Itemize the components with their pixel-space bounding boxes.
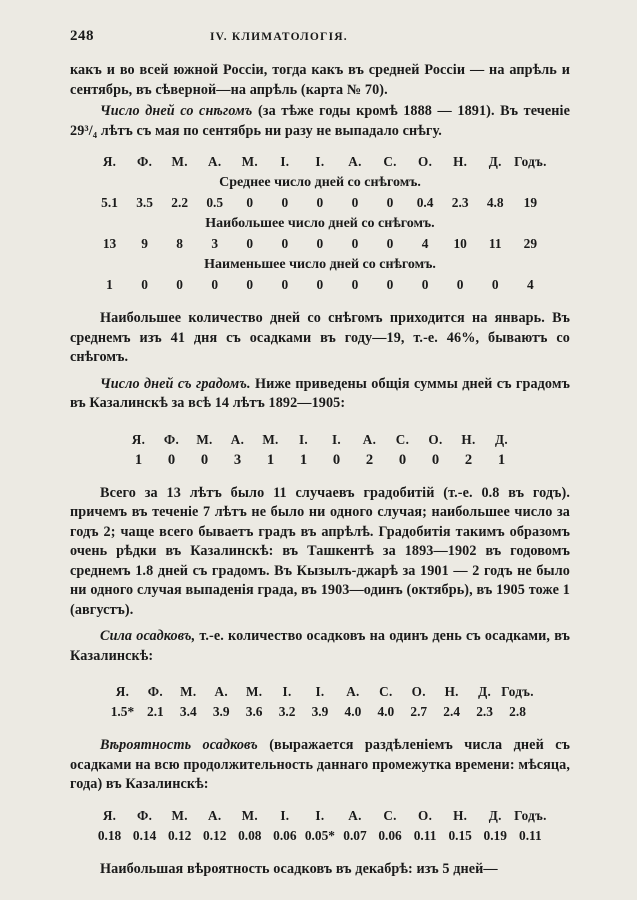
col-head: А.: [230, 431, 245, 447]
hail-table: [70, 430, 570, 470]
cell: 0.12: [203, 827, 227, 843]
intensity-table: [70, 682, 570, 722]
col-head: Ф.: [136, 154, 153, 169]
col-head: М.: [241, 154, 258, 169]
cell: 1: [106, 277, 113, 292]
page-body: [70, 28, 570, 877]
paragraph-7: [70, 736, 570, 795]
cell: 3: [211, 236, 219, 251]
paragraph-7-rest: (выражается раздѣленіемъ числа дней съ осадками на всю продолжительность даннаго промежутка времени: мѣсяца, года) въ Казалинскѣ:: [70, 737, 570, 792]
col-head: О.: [428, 431, 443, 447]
snow-mean-row: [92, 193, 548, 213]
col-head: О.: [418, 154, 433, 169]
cell: 2.2: [171, 195, 189, 210]
table-row: [92, 152, 548, 172]
cell: 5.1: [101, 195, 118, 210]
cell: 2: [365, 451, 374, 468]
cell: 2.8: [509, 704, 526, 719]
col-head: Я.: [102, 154, 117, 169]
col-head: Н.: [453, 154, 468, 169]
cell: 1.5*: [110, 704, 135, 719]
cell: 4.8: [486, 195, 504, 210]
cell: 0.4: [416, 195, 434, 210]
paragraph-2: [70, 102, 570, 141]
col-head: А.: [214, 684, 228, 699]
cell: 4.0: [344, 704, 362, 719]
snow-min-row: [92, 275, 548, 295]
cell: 0.12: [167, 827, 192, 843]
col-head: А.: [348, 807, 362, 823]
table-row: [92, 234, 548, 254]
cell: 0.11: [413, 827, 437, 843]
col-head: М.: [171, 807, 188, 823]
intensity-table-header: [106, 682, 534, 702]
cell: 0: [246, 277, 254, 292]
cell: 0: [246, 195, 254, 210]
col-head: I.: [282, 684, 292, 699]
cell: 2.7: [410, 704, 428, 719]
col-head: М.: [245, 684, 263, 699]
col-head: А.: [348, 154, 362, 169]
running-head: IV. КЛИМАТОЛОГІЯ.: [210, 31, 348, 43]
table-row: [92, 826, 548, 846]
paragraph-3: Наибольшее количество дней со снѣгомъ приходится на январь. Въ среднемъ изъ 41 дня съ осадками въ году—19, т.-е. 46%, бываютъ со снѣгомъ.: [70, 310, 570, 365]
col-head: М.: [262, 431, 279, 447]
col-head: М.: [180, 684, 197, 699]
cell: 2.1: [147, 704, 164, 719]
cell: 0: [386, 236, 394, 251]
cell: 1: [134, 451, 143, 468]
table-row: [122, 430, 518, 450]
cell: 13: [102, 236, 117, 251]
col-head: Годъ.: [514, 154, 547, 169]
col-head: I.: [331, 431, 342, 447]
cell: 1: [497, 451, 506, 468]
paragraph-8: Наибольшая вѣроятность осадковъ въ декабрѣ: изъ 5 дней—: [100, 860, 498, 877]
col-head: Годъ.: [501, 684, 534, 699]
col-head: М.: [241, 807, 258, 823]
cell: 0: [211, 277, 219, 292]
col-head: А.: [362, 431, 377, 447]
cell: 0: [351, 277, 359, 292]
cell: 0: [421, 277, 429, 292]
cell: 0.15: [448, 827, 472, 843]
page-number: 248: [70, 28, 94, 44]
cell: 0: [386, 277, 394, 292]
cell: 0.05*: [304, 827, 335, 843]
cell: 0.06: [273, 827, 297, 843]
table-row: [122, 450, 518, 470]
paragraph-4-lead: Число дней съ градомъ.: [100, 375, 251, 392]
cell: 0: [316, 195, 324, 210]
col-head: Я.: [102, 807, 117, 823]
col-head: О.: [411, 684, 426, 699]
cell: 3.9: [212, 704, 230, 719]
cell: 3.2: [278, 704, 296, 719]
cell: 4: [421, 236, 429, 251]
paragraph-4-rest: Ниже приведены общія суммы дней съ градомъ въ Казалинскѣ за всѣ 14 лѣтъ 1892—1905:: [70, 375, 570, 411]
cell: 3.4: [179, 704, 197, 719]
col-head: I.: [315, 154, 325, 169]
paragraph-2-lead: Число дней со снѣгомъ: [100, 103, 253, 119]
cell: 0: [167, 451, 176, 468]
cell: 4: [527, 277, 534, 292]
col-head: С.: [383, 807, 397, 823]
cell: 0: [456, 277, 464, 292]
col-head: Годъ.: [514, 807, 547, 823]
col-head: Ф.: [163, 431, 180, 447]
snow-min-caption: Наименьшее число дней со снѣгомъ.: [204, 257, 436, 272]
snow-max-row: [92, 234, 548, 254]
col-head: О.: [418, 807, 433, 823]
col-head: Я.: [115, 684, 130, 699]
cell: 8: [176, 236, 183, 251]
cell: 3: [233, 451, 242, 468]
cell: 10: [453, 236, 467, 251]
col-head: I.: [315, 807, 325, 823]
paragraph-6-lead: Сила осадковъ,: [100, 628, 196, 644]
cell: 3.6: [245, 704, 263, 719]
cell: 2.3: [476, 704, 493, 719]
paragraph-7-lead: Вѣроятность осадковъ: [100, 737, 258, 753]
cell: 0.07: [343, 827, 367, 843]
table-row: [106, 682, 534, 702]
cell: 0: [386, 195, 394, 210]
cell: 0.06: [378, 827, 402, 843]
cell: 0.11: [519, 827, 542, 843]
cell: 0.19: [483, 827, 507, 843]
cell: 1: [299, 451, 308, 468]
table-row: [106, 702, 534, 722]
cell: 0: [281, 236, 289, 251]
cell: 1: [266, 451, 275, 468]
cell: 0.18: [97, 827, 122, 843]
cell: 0.5: [206, 195, 224, 210]
cell: 0: [332, 451, 341, 468]
table-row: [92, 275, 548, 295]
col-head: М.: [196, 431, 213, 447]
cell: 0: [176, 277, 183, 292]
col-head: А.: [346, 684, 360, 699]
hail-table-header: [122, 430, 518, 450]
cell: 2.4: [443, 704, 461, 719]
table-row: [92, 806, 548, 826]
cell: 0: [281, 195, 289, 210]
cell: 0: [351, 236, 359, 251]
col-head: М.: [171, 154, 188, 169]
intensity-values-row: [106, 702, 534, 722]
cell: 2: [464, 451, 473, 468]
col-head: Д.: [478, 684, 492, 699]
col-head: Я.: [131, 431, 146, 447]
cell: 19: [523, 195, 538, 210]
col-head: С.: [379, 684, 393, 699]
cell: 0: [491, 277, 499, 292]
cell: 0: [200, 451, 209, 468]
cell: 3.5: [136, 195, 153, 210]
paragraph-5: Всего за 13 лѣтъ было 11 случаевъ градобитій (т.-е. 0.8 въ годъ). причемъ въ теченіе 7 лѣтъ не было ни одного случая; наибольшее число за годъ 2; чаще всего бываетъ градъ въ апрѣлѣ. Градобитія такимъ образомъ очень рѣдки въ Казалинскѣ: въ Ташкентѣ за 1893—1902 въ годовомъ среднемъ 1.8 дней съ градомъ. Въ Кызылъ-джарѣ за 1901 — 2 годъ не было ни одного случая выпаденія града, въ 1903—одинъ (октябрь), въ 1905 тоже 1 (августъ).: [70, 484, 570, 618]
cell: 0: [246, 236, 254, 251]
col-head: Д.: [495, 431, 508, 447]
paragraph-6: [70, 627, 570, 666]
cell: 0: [316, 236, 324, 251]
cell: 11: [488, 236, 502, 251]
col-head: Д.: [488, 154, 502, 169]
col-head: Н.: [453, 807, 468, 823]
cell: 0: [141, 277, 148, 292]
col-head: А.: [208, 154, 222, 169]
cell: 0: [398, 451, 407, 468]
probability-values-row: [92, 826, 548, 846]
col-head: Д.: [488, 807, 502, 823]
col-head: I.: [280, 807, 290, 823]
cell: 29: [523, 236, 538, 251]
cell: 0.08: [238, 827, 262, 843]
col-head: I.: [298, 431, 309, 447]
col-head: С.: [395, 431, 410, 447]
paragraph-1: какъ и во всей южной Россіи, тогда какъ въ средней Россіи — на апрѣль и сентябрь, въ сѣверной—на апрѣль (карта № 70).: [70, 62, 570, 98]
snow-table: [70, 152, 570, 295]
cell: 0.14: [132, 827, 157, 843]
cell: 0: [351, 195, 359, 210]
snow-max-caption: Наибольшее число дней со снѣгомъ.: [205, 216, 435, 231]
cell: 0: [316, 277, 324, 292]
paragraph-4: [70, 375, 570, 414]
col-head: С.: [383, 154, 397, 169]
cell: 2.3: [451, 195, 469, 210]
col-head: I.: [315, 684, 325, 699]
col-head: Ф.: [147, 684, 163, 699]
probability-table-header: [92, 806, 548, 826]
table-row: [92, 193, 548, 213]
paragraph-6-rest: т.-е. количество осадковъ на одинъ день съ осадками, въ Казалинскѣ:: [70, 628, 570, 664]
col-head: Н.: [461, 431, 476, 447]
col-head: А.: [208, 807, 222, 823]
snow-mean-caption: Среднее число дней со снѣгомъ.: [219, 175, 421, 190]
page-header: [70, 28, 570, 45]
col-head: Н.: [444, 684, 459, 699]
cell: 0: [431, 451, 440, 468]
snow-table-header: [92, 152, 548, 172]
col-head: I.: [280, 154, 290, 169]
hail-values-row: [122, 450, 518, 470]
cell: 4.0: [377, 704, 395, 719]
cell: 3.9: [311, 704, 329, 719]
probability-table: [70, 806, 570, 846]
cell: 0: [281, 277, 289, 292]
cell: 9: [141, 236, 148, 251]
col-head: Ф.: [136, 807, 153, 823]
paragraph-2-rest: (за тѣже годы кромѣ 1888 — 1891). Въ теченіе 29³/₄ лѣтъ съ мая по сентябрь ни разу не выпадало снѣгу.: [70, 103, 570, 139]
